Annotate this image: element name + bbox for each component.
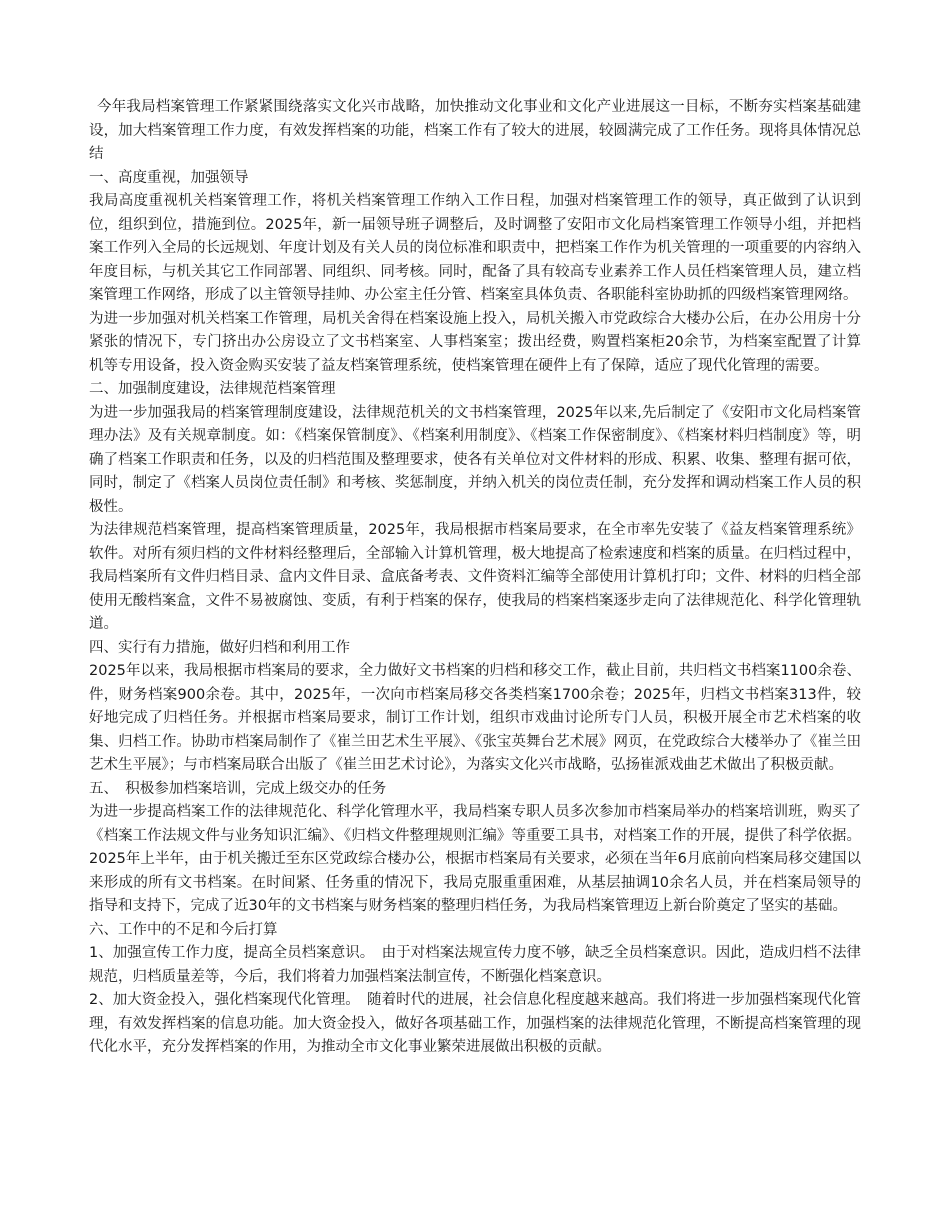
body-paragraph: [89, 190, 861, 308]
document-body: [89, 96, 861, 1060]
section-heading: [89, 378, 861, 402]
paragraph-text: 今年我局档案管理工作紧紧围绕落实文化兴市战略，加快推动文化事业和文化产业进展这一目标，不断夯实档案基础建设，加大档案管理工作力度，有效发挥档案的功能，档案工作有了较大的进展，较圆满完成了工作任务。现将具体情况总结: [89, 99, 861, 162]
paragraph-text: 2、加大资金投入，强化档案现代化管理。 随着时代的进展，社会信息化程度越来越高。我们将进一步加强档案现代化管理，有效发挥档案的信息功能。加大资金投入，做好各项基础工作，加强档案的法律规范化管理，不断提高档案管理的现代化水平，充分发挥档案的作用，为推动全市文化事业繁荣进展做出积极的贡献。: [89, 992, 861, 1055]
section-heading: [89, 167, 861, 191]
heading-text: 五、 积极参加档案培训，完成上级交办的任务: [89, 780, 387, 797]
body-paragraph: [89, 989, 861, 1060]
paragraph-text: 我局高度重视机关档案管理工作，将机关档案管理工作纳入工作日程，加强对档案管理工作的领导，真正做到了认识到位，组织到位，措施到位。2025年，新一届领导班子调整后，及时调整了安阳市文化局档案管理工作领导小组，并把档案工作列入全局的长远规划、年度计划及有关人员的岗位标准和职责中，把档案工作作为机关管理的一项重要的内容纳入年度目标，与机关其它工作同部署、同组织、同考核。同时，配备了具有较高专业素养工作人员任档案管理人员，建立档案管理工作网络，形成了以主管领导挂帅、办公室主任分管、档案室具体负责、各职能科室协助抓的四级档案管理网络。: [89, 193, 861, 303]
body-paragraph: [89, 519, 861, 637]
paragraph-text: 2025年以来，我局根据市档案局的要求，全力做好文书档案的归档和移交工作，截止目前，共归档文书档案1100余卷、件，财务档案900余卷。其中，2025年，一次向市档案局移交各类档案1700余卷；2025年，归档文书档案313件，较好地完成了归档任务。并根据市档案局要求，制订工作计划，组织市戏曲讨论所专门人员，积极开展全市艺术档案的收集、归档工作。协助市档案局制作了《崔兰田艺术生平展》、《张宝英舞台艺术展》网页，在党政综合大楼举办了《崔兰田艺术生平展》；与市档案局联合出版了《崔兰田艺术讨论》，为落实文化兴市战略，弘扬崔派戏曲艺术做出了积极贡献。: [89, 663, 861, 773]
body-paragraph: [89, 801, 861, 919]
section-heading: [89, 637, 861, 661]
body-paragraph: [89, 308, 861, 379]
body-paragraph: [89, 942, 861, 989]
paragraph-text: 为法律规范档案管理，提高档案管理质量，2025年，我局根据市档案局要求，在全市率先安装了《益友档案管理系统》软件。对所有须归档的文件材料经整理后，全部输入计算机管理，极大地提高了检索速度和档案的质量。在归档过程中，我局档案所有文件归档目录、盒内文件目录、盒底备考表、文件资料汇编等全部使用计算机打印；文件、材料的归档全部使用无酸档案盒，文件不易被腐蚀、变质，有利于档案的保存，使我局的档案档案逐步走向了法律规范化、科学化管理轨道。: [89, 522, 861, 632]
body-paragraph: [89, 660, 861, 778]
section-heading: [89, 919, 861, 943]
heading-text: 二、加强制度建设，法律规范档案管理: [89, 381, 336, 397]
paragraph-text: 1、加强宣传工作力度，提高全员档案意识。 由于对档案法规宣传力度不够，缺乏全员档案意识。因此，造成归档不法律规范，归档质量差等，今后，我们将着力加强档案法制宣传，不断强化档案意识。: [89, 945, 861, 985]
heading-text: 六、工作中的不足和今后打算: [89, 921, 278, 938]
paragraph-text: 为进一步加强对机关档案工作管理，局机关舍得在档案设施上投入，局机关搬入市党政综合大楼办公后，在办公用房十分紧张的情况下，专门挤出办公房设立了文书档案室、人事档案室；拨出经费，购置档案柜20余节，为档案室配置了计算机等专用设备，投入资金购买安装了益友档案管理系统，使档案管理在硬件上有了保障，适应了现代化管理的需要。: [89, 310, 861, 374]
heading-text: 四、实行有力措施，做好归档和利用工作: [89, 639, 350, 656]
intro-paragraph: [89, 96, 861, 167]
paragraph-text: 为进一步加强我局的档案管理制度建设，法律规范机关的文书档案管理，2025年以来,先后制定了《安阳市文化局档案管理办法》及有关规章制度。如：《档案保管制度》、《档案利用制度》、《档案工作保密制度》、《档案材料归档制度》等，明确了档案工作职责和任务，以及的归档范围及整理要求，使各有关单位对文件材料的形成、积累、收集、整理有据可依，同时，制定了《档案人员岗位责任制》和考核、奖惩制度，并纳入机关的岗位责任制，充分发挥和调动档案工作人员的积极性。: [89, 404, 861, 515]
section-heading: [89, 778, 861, 802]
paragraph-text: 为进一步提高档案工作的法律规范化、科学化管理水平，我局档案专职人员多次参加市档案局举办的档案培训班，购买了《档案工作法规文件与业务知识汇编》、《归档文件整理规则汇编》等重要工具书，对档案工作的开展，提供了科学依据。2025年上半年，由于机关搬迁至东区党政综合楼办公，根据市档案局有关要求，必须在当年6月底前向档案局移交建国以来形成的所有文书档案。在时间紧、任务重的情况下，我局克服重重困难，从基层抽调10余名人员，并在档案局领导的指导和支持下，完成了近30年的文书档案与财务档案的整理归档任务，为我局档案管理迈上新台阶奠定了坚实的基础。: [89, 804, 861, 914]
heading-text: 一、高度重视，加强领导: [89, 169, 249, 186]
body-paragraph: [89, 402, 861, 520]
